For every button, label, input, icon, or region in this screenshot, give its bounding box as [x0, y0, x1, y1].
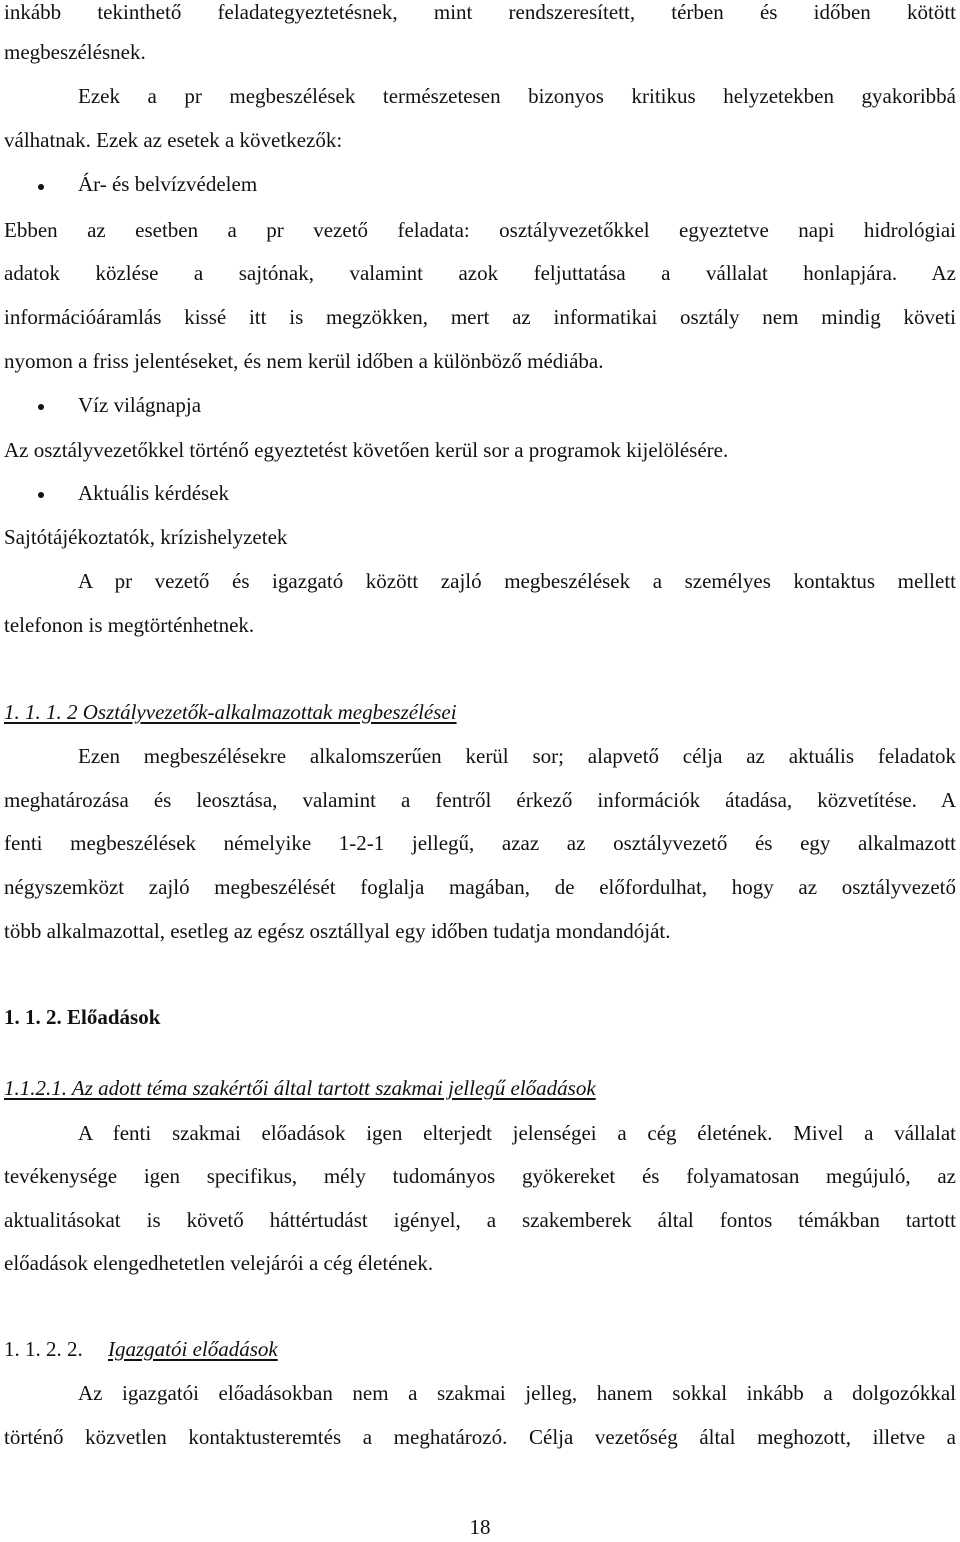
- text-line: információáramlás kissé itt is megzökken, mert az informatikai osztály nem mindig követi: [4, 305, 956, 329]
- text-line: Ezen megbeszélésekre alkalomszerűen kerül sor; alapvető célja az aktuális feladatok: [78, 744, 956, 768]
- bullet-item: Ár- és belvízvédelem: [78, 172, 258, 196]
- text-line: A pr vezető és igazgató között zajló megbeszélések a személyes kontaktus mellett: [78, 569, 956, 593]
- bullet-item: Víz világnapja: [78, 393, 202, 417]
- text-line: meghatározása és leosztása, valamint a fentről érkező információk átadása, közvetítése. A: [4, 788, 956, 812]
- text-line: tevékenysége igen specifikus, mély tudományos gyökereket és folyamatosan megújuló, az: [4, 1164, 956, 1188]
- text-line: megbeszélésnek.: [4, 40, 146, 64]
- page-number: 18: [469, 1515, 491, 1539]
- bullet-icon: [38, 404, 44, 410]
- section-heading: 1. 1. 2. Előadások: [4, 1005, 161, 1029]
- bullet-icon: [38, 492, 44, 498]
- text-line: négyszemközt zajló megbeszélését foglalja magában, de előfordulhat, hogy az osztályvezető: [4, 875, 956, 899]
- text-line: válhatnak. Ezek az esetek a következők:: [4, 128, 343, 152]
- text-line: Az igazgatói előadásokban nem a szakmai jelleg, hanem sokkal inkább a dolgozókkal: [78, 1381, 956, 1405]
- text-line: történő közvetlen kontaktusteremtés a meghatározó. Célja vezetőség által meghozott, illetve a: [4, 1425, 956, 1449]
- text-line: nyomon a friss jelentéseket, és nem kerül időben a különböző médiába.: [4, 349, 604, 373]
- text-line: A fenti szakmai előadások igen elterjedt jelenségei a cég életének. Mivel a vállalat: [78, 1121, 956, 1145]
- text-line: aktualitásokat is követő háttértudást igényel, a szakemberek által fontos témákban tartott: [4, 1208, 956, 1232]
- subsection-heading: 1.1.2.1. Az adott téma szakértői által tartott szakmai jellegű előadások: [4, 1076, 596, 1100]
- text-line: előadások elengedhetetlen velejárói a cég életének.: [4, 1251, 434, 1275]
- text-line: fenti megbeszélések némelyike 1-2-1 jellegű, azaz az osztályvezető és egy alkalmazott: [4, 831, 956, 855]
- bullet-item: Aktuális kérdések: [78, 481, 230, 505]
- text-line: több alkalmazottal, esetleg az egész osztállyal egy időben tudatja mondandóját.: [4, 919, 671, 943]
- text-line: Az osztályvezetőkkel történő egyeztetést követően kerül sor a programok kijelölésére.: [4, 438, 729, 462]
- subsection-heading: Igazgatói előadások: [108, 1337, 278, 1361]
- bullet-icon: [38, 184, 44, 190]
- text-line: Sajtótájékoztatók, krízishelyzetek: [4, 525, 288, 549]
- text-line: Ebben az esetben a pr vezető feladata: osztályvezetőkkel egyeztetve napi hidrológiai: [4, 218, 956, 242]
- text-line: telefonon is megtörténhetnek.: [4, 613, 255, 637]
- section-heading: 1. 1. 1. 2 Osztályvezetők-alkalmazottak megbeszélései: [4, 700, 457, 724]
- subsection-number: 1. 1. 2. 2.: [4, 1337, 83, 1361]
- text-line: inkább tekinthető feladategyeztetésnek, mint rendszeresített, térben és időben kötött: [4, 0, 956, 24]
- text-line: adatok közlése a sajtónak, valamint azok feljuttatása a vállalat honlapjára. Az: [4, 261, 956, 285]
- text-line: Ezek a pr megbeszélések természetesen bizonyos kritikus helyzetekben gyakoribbá: [78, 84, 956, 108]
